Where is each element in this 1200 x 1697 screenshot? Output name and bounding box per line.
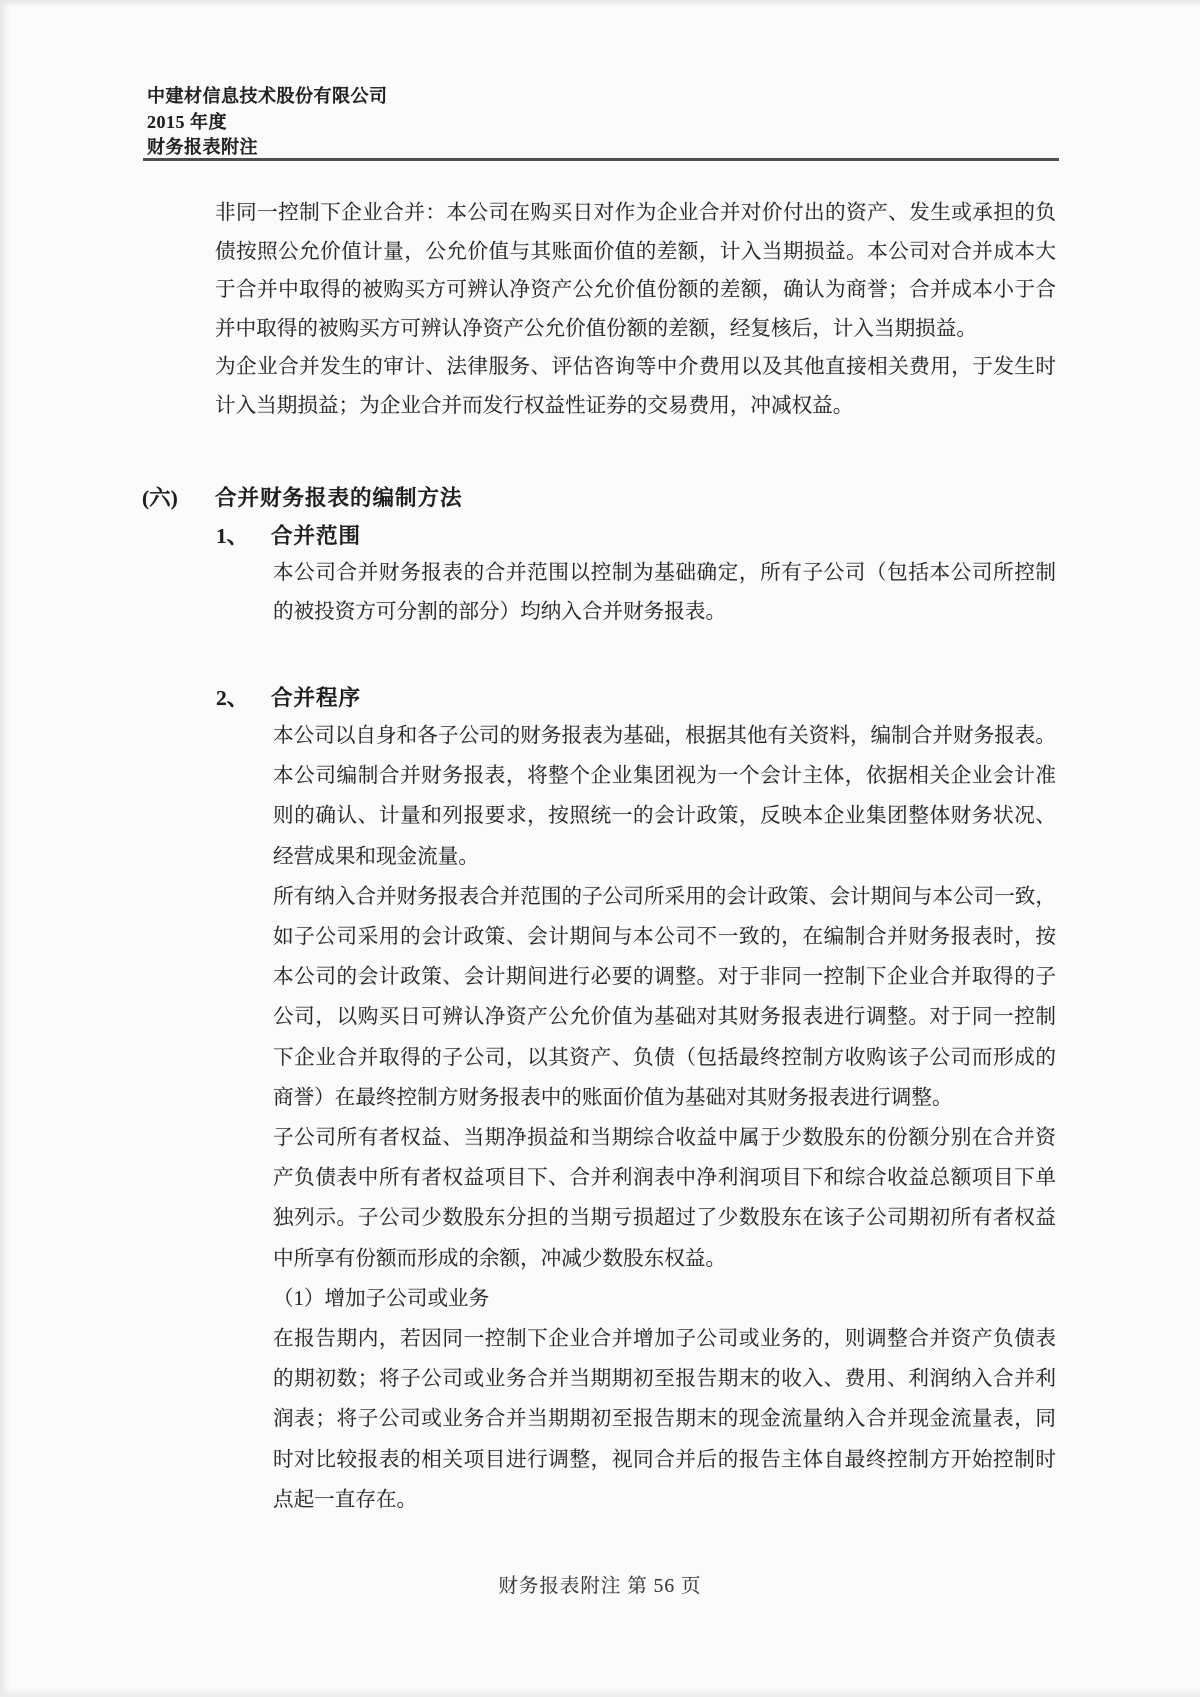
text-line: 本公司的会计政策、会计期间进行必要的调整。对于非同一控制下企业合并取得的子 xyxy=(273,966,1056,989)
text-line: 并中取得的被购买方可辨认净资产公允价值份额的差额，经复核后，计入当期损益。 xyxy=(215,317,977,340)
page-header xyxy=(147,84,388,161)
text-line: 经营成果和现金流量。 xyxy=(273,845,479,868)
item-2-heading xyxy=(0,681,1200,711)
section-six-label: (六) xyxy=(142,486,178,510)
text-line: 所有纳入合并财务报表合并范围的子公司所采用的会计政策、会计期间与本公司一致， xyxy=(273,885,1056,908)
section-six-title: 合并财务报表的编制方法 xyxy=(215,486,463,510)
footer-page-label: 财务报表附注 第 56 页 xyxy=(498,1576,702,1597)
text-line: 产负债表中所有者权益项目下、合并利润表中净利润项目下和综合收益总额项目下单 xyxy=(273,1167,1056,1190)
item-1-paragraph xyxy=(273,554,1056,632)
text-line: 本公司以自身和各子公司的财务报表为基础，根据其他有关资料，编制合并财务报表。 xyxy=(273,725,1056,747)
text-line: 商誉）在最终控制方财务报表中的账面价值为基础对其财务报表进行调整。 xyxy=(273,1086,953,1109)
scan-edge-bottom xyxy=(0,1689,1200,1697)
text-line: 润表；将子公司或业务合并当期期初至报告期末的现金流量纳入合并现金流量表，同 xyxy=(273,1408,1056,1431)
text-line: 于合并中取得的被购买方可辨认净资产公允价值份额的差额，确认为商誉；合并成本小于合 xyxy=(215,279,1056,302)
item-2-number: 2、 xyxy=(216,686,249,710)
text-line: 如子公司采用的会计政策、会计期间与本公司不一致的，在编制合并财务报表时，按 xyxy=(273,926,1056,949)
text-line: 时对比较报表的相关项目进行调整，视同合并后的报告主体自最终控制方开始控制时 xyxy=(273,1448,1056,1471)
scan-edge-top xyxy=(0,0,1200,7)
text-line: 点起一直存在。 xyxy=(273,1488,418,1511)
item-1-title: 合并范围 xyxy=(271,524,362,548)
text-line: 债按照公允价值计量，公允价值与其账面价值的差额，计入当期损益。本公司对合并成本大 xyxy=(215,240,1056,263)
text-line: 公司，以购买日可辨认净资产公允价值为基础对其财务报表进行调整。对于同一控制 xyxy=(273,1006,1056,1029)
text-line: 独列示。子公司少数股东分担的当期亏损超过了少数股东在该子公司期初所有者权益 xyxy=(273,1207,1056,1230)
page-footer xyxy=(0,1570,1200,1598)
item-2-paragraphs xyxy=(273,716,1056,1520)
intro-paragraphs xyxy=(215,194,1056,426)
header-doc-title: 财务报表附注 xyxy=(147,137,258,157)
item-1-number: 1、 xyxy=(216,524,249,548)
scan-edge-left xyxy=(0,0,10,1697)
text-line: 子公司所有者权益、当期净损益和当期综合收益中属于少数股东的份额分别在合并资 xyxy=(273,1127,1056,1150)
text-line: 本公司合并财务报表的合并范围以控制为基础确定，所有子公司（包括本公司所控制 xyxy=(273,562,1056,584)
item-1-heading xyxy=(0,519,1200,549)
header-divider-rule xyxy=(143,158,1059,161)
text-line: 中所享有份额而形成的余额，冲减少数股东权益。 xyxy=(273,1247,727,1270)
text-line: 在报告期内，若因同一控制下企业合并增加子公司或业务的，则调整合并资产负债表 xyxy=(273,1328,1056,1351)
text-line: 的被投资方可分割的部分）均纳入合并财务报表。 xyxy=(273,601,727,623)
text-line: 下企业合并取得的子公司，以其资产、负债（包括最终控制方收购该子公司而形成的 xyxy=(273,1046,1056,1069)
text-line: （1）增加子公司或业务 xyxy=(273,1287,490,1310)
text-line: 为企业合并发生的审计、法律服务、评估咨询等中介费用以及其他直接相关费用，于发生时 xyxy=(215,356,1056,379)
text-line: 则的确认、计量和列报要求，按照统一的会计政策，反映本企业集团整体财务状况、 xyxy=(273,805,1056,828)
header-company-name: 中建材信息技术股份有限公司 xyxy=(147,86,388,106)
text-line: 计入当期损益；为企业合并而发行权益性证券的交易费用，冲减权益。 xyxy=(215,394,854,417)
section-six-heading xyxy=(0,481,1200,511)
item-2-title: 合并程序 xyxy=(271,686,362,710)
text-line: 本公司编制合并财务报表，将整个企业集团视为一个会计主体，依据相关企业会计准 xyxy=(273,765,1056,788)
header-fiscal-year: 2015 年度 xyxy=(147,111,227,132)
text-line: 的期初数；将子公司或业务合并当期期初至报告期末的收入、费用、利润纳入合并利 xyxy=(273,1368,1056,1391)
text-line: 非同一控制下企业合并：本公司在购买日对作为企业合并对价付出的资产、发生或承担的负 xyxy=(215,202,1056,224)
